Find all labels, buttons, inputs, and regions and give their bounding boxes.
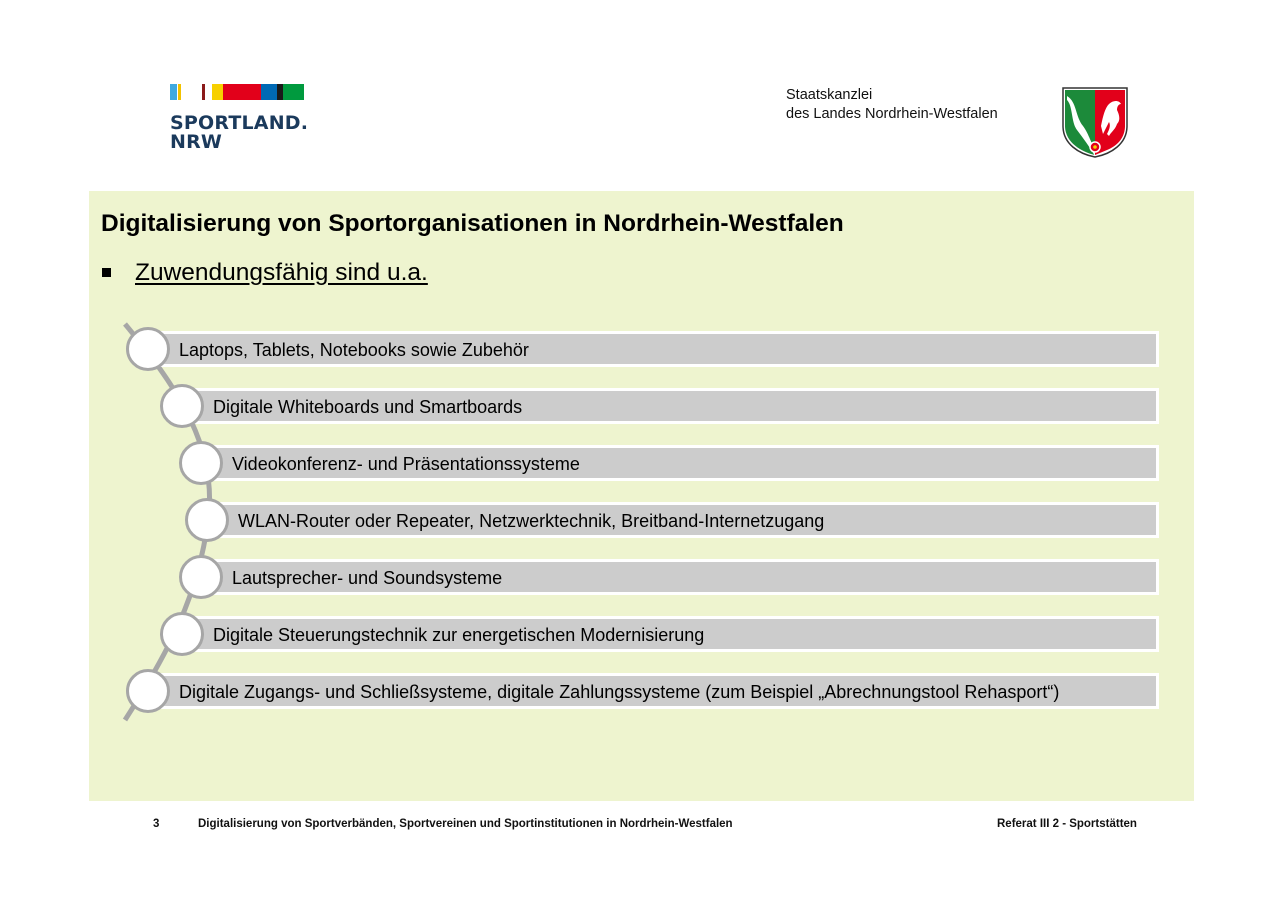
organization-name (786, 86, 998, 124)
sportland-nrw-logo (170, 84, 310, 154)
list-item-circle-icon (160, 612, 204, 656)
footer-department: Referat III 2 - Sportstätten (997, 818, 1137, 830)
page-number: 3 (153, 818, 160, 830)
footer-title: Digitalisierung von Sportverbänden, Sportvereinen und Sportinstitutionen in Nordrhein-Westfalen (198, 818, 733, 830)
list-item-text: Digitale Whiteboards und Smartboards (213, 397, 523, 417)
organization-line-2: des Landes Nordrhein-Westfalen (786, 106, 998, 122)
bullet-square-icon (102, 268, 111, 277)
nrw-coat-of-arms-icon (1061, 86, 1129, 158)
organization-line-1: Staatskanzlei (786, 87, 873, 103)
list-item-circle-icon (179, 441, 223, 485)
list-item-circle-icon (160, 384, 204, 428)
list-item-text: Digitale Zugangs- und Schließsysteme, digitale Zahlungssysteme (zum Beispiel „Abrechnungstool Rehasport“) (179, 682, 1060, 702)
list-item-text: WLAN-Router oder Repeater, Netzwerktechnik, Breitband-Internetzugang (238, 511, 825, 531)
list-item-text: Lautsprecher- und Soundsysteme (232, 568, 503, 588)
list-item-circle-icon (126, 327, 170, 371)
bullet-heading: Zuwendungsfähig sind u.a. (135, 259, 428, 286)
list-item-text: Digitale Steuerungstechnik zur energetischen Modernisierung (213, 625, 705, 645)
sportland-color-stripes-icon (170, 84, 304, 100)
list-item-text: Videokonferenz- und Präsentationssysteme (232, 454, 580, 474)
list-item-circle-icon (185, 498, 229, 542)
slide-title: Digitalisierung von Sportorganisationen in Nordrhein-Westfalen (101, 210, 844, 237)
sportland-logo-text: SPORTLAND. NRW (170, 112, 309, 153)
list-item-text: Laptops, Tablets, Notebooks sowie Zubehör (179, 340, 529, 360)
list-item-circle-icon (126, 669, 170, 713)
list-item-circle-icon (179, 555, 223, 599)
